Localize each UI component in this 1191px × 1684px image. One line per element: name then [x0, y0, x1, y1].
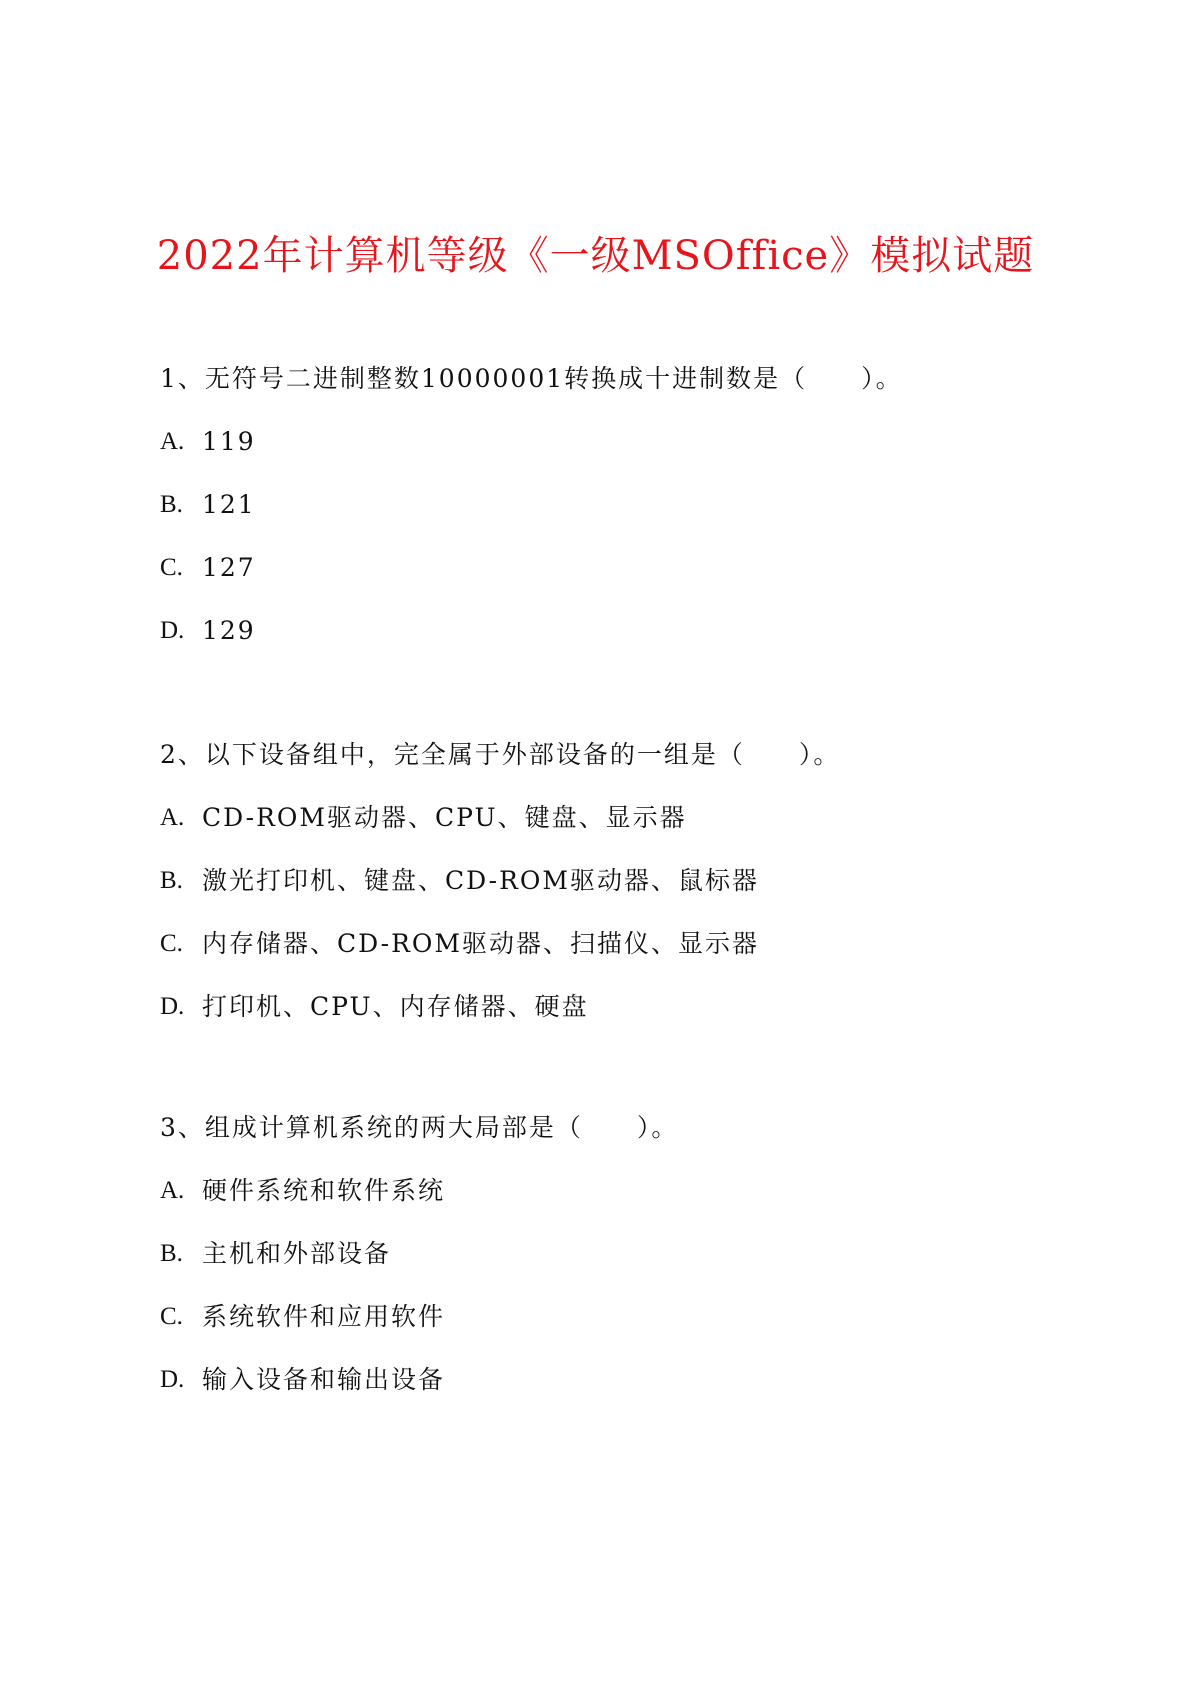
option-b: [160, 866, 1060, 929]
option-d: [160, 1365, 1060, 1428]
option-letter: A.: [160, 1177, 185, 1204]
option-b: [160, 490, 1060, 553]
option-text: 主机和外部设备: [202, 1239, 392, 1268]
option-text: 129: [202, 616, 256, 645]
option-letter: D.: [160, 993, 185, 1020]
option-letter: B.: [160, 867, 183, 894]
option-letter: C.: [160, 1303, 183, 1330]
option-text: 119: [202, 427, 256, 456]
option-a: [160, 1176, 1060, 1239]
option-letter: B.: [160, 491, 183, 518]
option-text: 打印机、CPU、内存储器、硬盘: [202, 992, 589, 1021]
option-letter: C.: [160, 930, 183, 957]
option-a: [160, 803, 1060, 866]
option-text: 系统软件和应用软件: [202, 1302, 446, 1331]
option-c: [160, 553, 1060, 616]
option-letter: A.: [160, 804, 185, 831]
option-letter: A.: [160, 428, 185, 455]
question-stem: 1、无符号二进制整数10000001转换成十进制数是（ ）。: [160, 364, 903, 393]
option-c: [160, 929, 1060, 992]
option-c: [160, 1302, 1060, 1365]
question-3: [160, 1113, 1060, 1428]
question-2: [160, 740, 1060, 1055]
option-text: 硬件系统和软件系统: [202, 1176, 446, 1205]
option-text: 激光打印机、键盘、CD-ROM驱动器、鼠标器: [202, 866, 760, 895]
option-text: 输入设备和输出设备: [202, 1365, 446, 1394]
option-letter: C.: [160, 554, 183, 581]
option-text: 内存储器、CD-ROM驱动器、扫描仪、显示器: [202, 929, 760, 958]
document-title: 2022年计算机等级《一级MSOffice》模拟试题: [156, 233, 1035, 279]
option-text: CD-ROM驱动器、CPU、键盘、显示器: [202, 803, 687, 832]
question-1: [160, 364, 1060, 679]
option-text: 127: [202, 553, 256, 582]
question-stem: 3、组成计算机系统的两大局部是（ ）。: [160, 1113, 679, 1142]
option-text: 121: [202, 490, 256, 519]
option-letter: D.: [160, 1366, 185, 1393]
question-stem: 2、以下设备组中，完全属于外部设备的一组是（ ）。: [160, 740, 841, 769]
option-d: [160, 616, 1060, 679]
option-b: [160, 1239, 1060, 1302]
option-a: [160, 427, 1060, 490]
option-d: [160, 992, 1060, 1055]
option-letter: B.: [160, 1240, 183, 1267]
option-letter: D.: [160, 617, 185, 644]
